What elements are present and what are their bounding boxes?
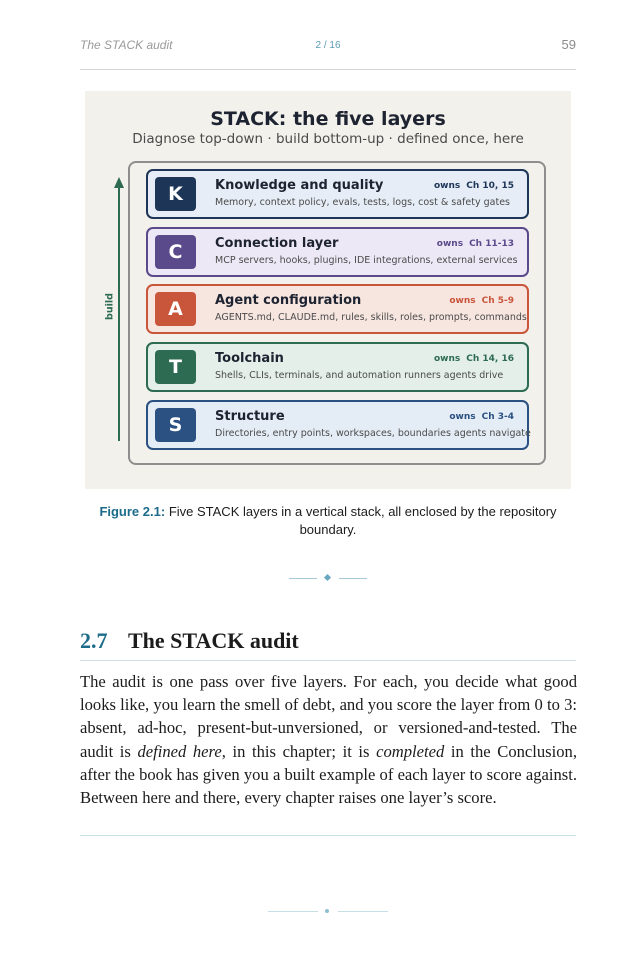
- layer-owns-label: [449, 296, 514, 306]
- layer-box-s: [146, 400, 529, 450]
- layer-description: Directories, entry points, workspaces, boundaries agents navigate: [215, 428, 531, 439]
- owned-chapters: Ch 5-9: [481, 296, 514, 306]
- build-axis-label: build: [104, 293, 116, 320]
- section-heading: [80, 628, 576, 654]
- dot-icon: [325, 909, 329, 913]
- figure-label: Figure 2.1:: [99, 504, 166, 519]
- layer-letter-badge: S: [155, 408, 196, 442]
- body-paragraph: [80, 670, 577, 809]
- page-number: 59: [561, 37, 576, 52]
- layer-name: Structure: [215, 409, 285, 424]
- layer-letter-badge: K: [155, 177, 196, 211]
- paragraph-text: in the Conclusion, after the book has given you a built example of each layer to score against. Between here and there, every chapter raises one layer’s score.: [80, 741, 577, 808]
- layer-letter-badge: A: [155, 292, 196, 326]
- layer-name: Knowledge and quality: [215, 178, 384, 193]
- paragraph-text: , in this chapter; it is: [221, 741, 377, 761]
- layer-box-a: [146, 284, 529, 334]
- section-title: The STACK audit: [128, 628, 299, 653]
- layer-description: AGENTS.md, CLAUDE.md, rules, skills, roles, prompts, commands: [215, 312, 527, 323]
- section-number: 2.7: [80, 628, 108, 653]
- layer-owns-label: [434, 181, 514, 191]
- section-ornament: [289, 574, 367, 584]
- layer-box-c: [146, 227, 529, 277]
- owned-chapters: Ch 14, 16: [466, 354, 514, 364]
- stack-figure: [85, 91, 571, 489]
- layer-letter-badge: C: [155, 235, 196, 269]
- layer-description: MCP servers, hooks, plugins, IDE integrations, external services: [215, 255, 518, 266]
- emphasis-defined: defined here: [137, 741, 222, 761]
- diamond-icon: [324, 574, 331, 581]
- page-indicator: 2 / 16: [315, 40, 341, 51]
- figure-caption: [92, 503, 564, 539]
- running-head-title: The STACK audit: [80, 38, 173, 52]
- layer-owns-label: [437, 239, 514, 249]
- figure-subtitle: Diagnose top-down · build bottom-up · defined once, here: [132, 131, 524, 147]
- layer-description: Memory, context policy, evals, tests, logs, cost & safety gates: [215, 197, 510, 208]
- layer-letter-badge: T: [155, 350, 196, 384]
- owns-word: owns: [433, 354, 461, 364]
- figure-title: STACK: the five layers: [210, 108, 446, 130]
- running-head: [80, 36, 576, 56]
- caption-text: Five STACK layers in a vertical stack, all enclosed by the repository boundary.: [168, 504, 557, 537]
- owns-word: owns: [436, 239, 464, 249]
- page-end-ornament: [268, 907, 388, 917]
- owns-word: owns: [449, 296, 476, 306]
- owns-word: owns: [449, 412, 476, 422]
- heading-rule: [80, 660, 576, 661]
- owned-chapters: Ch 3-4: [481, 412, 514, 422]
- owns-word: owns: [433, 181, 461, 191]
- layer-owns-label: [434, 354, 514, 364]
- layer-name: Connection layer: [215, 236, 339, 251]
- layer-name: Agent configuration: [215, 293, 362, 308]
- owned-chapters: Ch 10, 15: [466, 181, 514, 191]
- emphasis-completed: completed: [376, 741, 445, 761]
- owned-chapters: Ch 11-13: [469, 239, 514, 249]
- section-end-rule: [80, 835, 576, 836]
- paragraph-text: The audit is one pass over five layers. For each, you decide what good looks like, you learn the smell of debt, and you score the layer from 0 to 3: absent, ad-hoc, present-but-unversioned, or versioned-and-tested. The audit is: [80, 672, 577, 761]
- layer-description: Shells, CLIs, terminals, and automation runners agents drive: [215, 370, 504, 381]
- layer-owns-label: [449, 412, 514, 422]
- header-rule: [80, 69, 576, 70]
- layer-name: Toolchain: [215, 351, 284, 366]
- layer-box-k: [146, 169, 529, 219]
- layer-box-t: [146, 342, 529, 392]
